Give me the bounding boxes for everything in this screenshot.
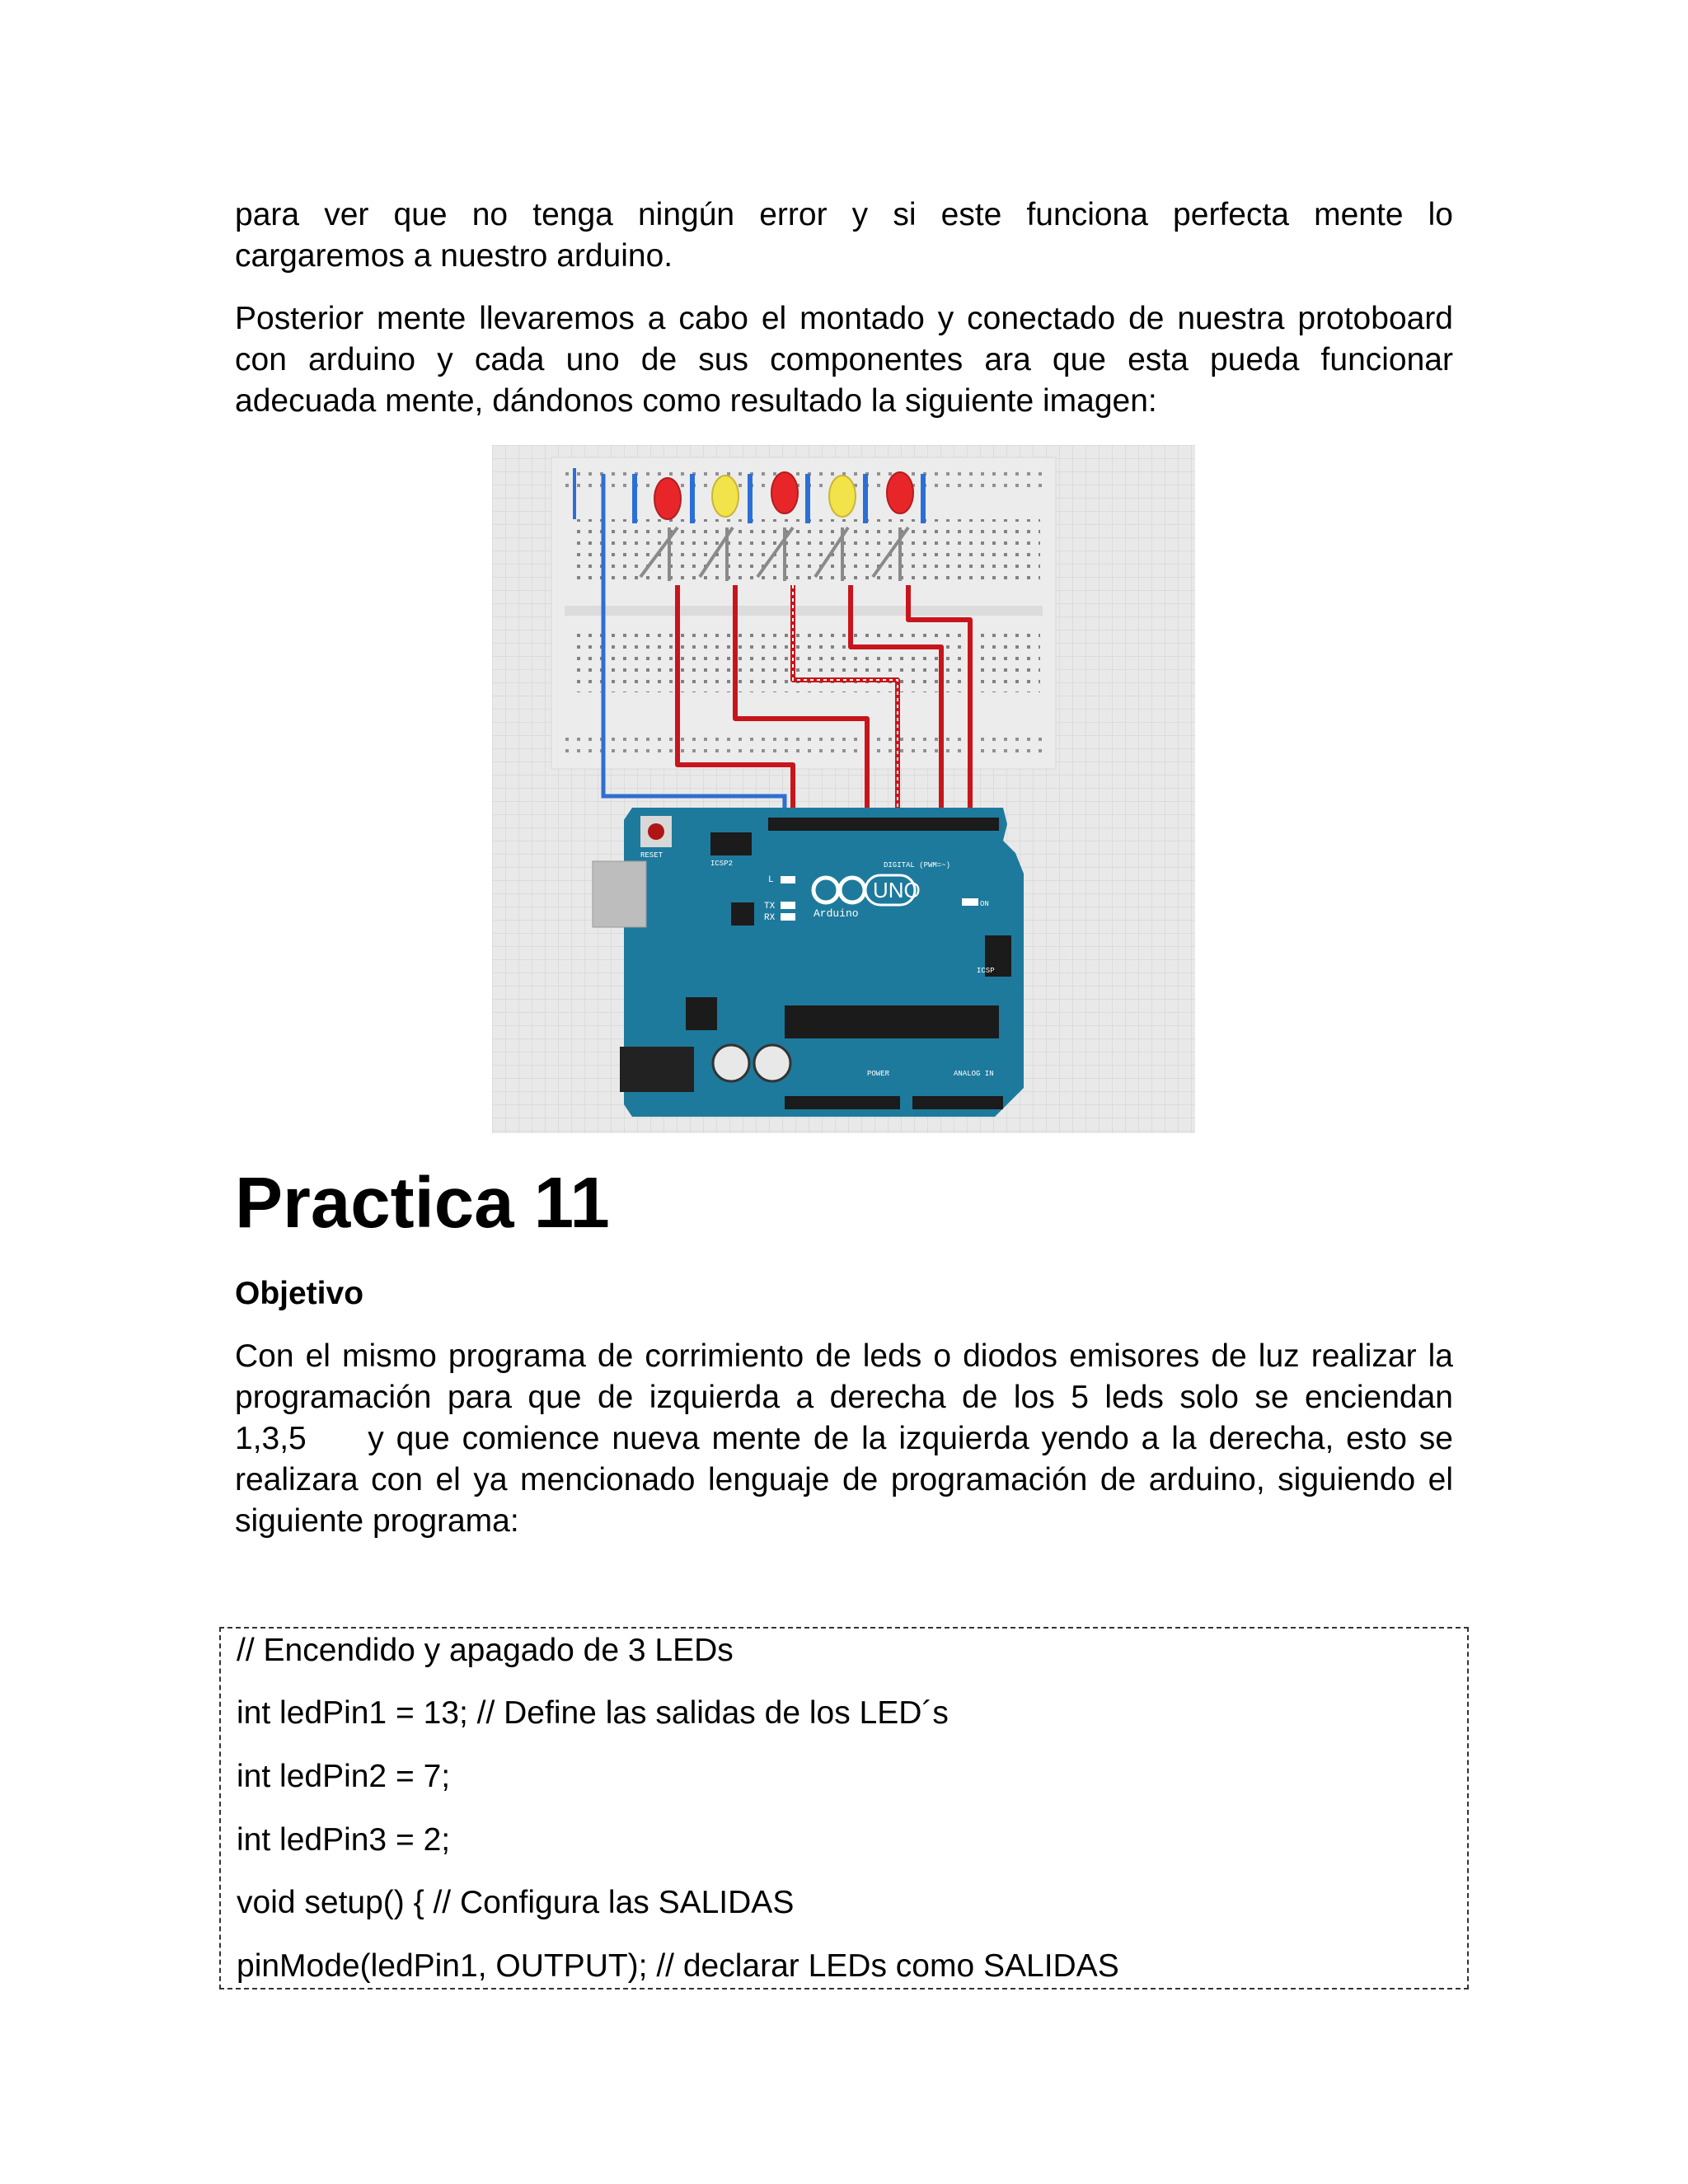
icsp-label: ICSP	[977, 967, 995, 975]
power-header	[785, 1096, 900, 1109]
usb-port	[593, 861, 646, 927]
power-jack	[620, 1047, 694, 1092]
icsp2-label: ICSP2	[710, 860, 734, 868]
code-line: pinMode(ledPin1, OUTPUT); // declarar LEDs como SALIDAS	[237, 1948, 1119, 1984]
l-label: L	[768, 875, 774, 885]
text-line: programación para que de izquierda a derecha de los 5 leds solo se enciendan	[235, 1380, 1453, 1415]
reset-label: RESET	[640, 851, 663, 860]
analog-header	[912, 1096, 1003, 1109]
objective-paragraph	[235, 1336, 1453, 1542]
digital-label: DIGITAL (PWM=~)	[884, 861, 951, 869]
microcontroller-chip	[785, 1005, 999, 1038]
led-3	[771, 472, 798, 513]
section-heading: Objetivo	[235, 1276, 364, 1311]
uno-label: UNO	[873, 878, 921, 902]
icsp2-header	[710, 832, 752, 855]
led-1	[654, 478, 681, 519]
code-line: void setup() { // Configura las SALIDAS	[237, 1885, 795, 1920]
led-2	[712, 476, 738, 517]
code-line: int ledPin2 = 7;	[237, 1759, 451, 1794]
tx-label: TX	[764, 902, 776, 912]
led-4	[829, 476, 856, 517]
text-line: con arduino y cada uno de sus componentes ara que esta pueda funcionar	[235, 342, 1453, 377]
code-line: int ledPin1 = 13; // Define las salidas de los LED´s	[237, 1695, 949, 1731]
intro-paragraph	[235, 194, 1453, 277]
text-line: siguiente programa:	[235, 1503, 519, 1539]
analog-label: ANALOG IN	[954, 1070, 994, 1078]
arduino-board	[593, 808, 1024, 1117]
circuit-diagram	[492, 445, 1195, 1133]
text-line: 1,3,5 y que comience nueva mente de la izquierda yendo a la derecha, esto se	[235, 1421, 1453, 1456]
code-box	[219, 1627, 1469, 1990]
assembly-paragraph	[235, 298, 1453, 422]
text-line: adecuada mente, dándonos como resultado la siguiente imagen:	[235, 383, 1157, 419]
on-label: ON	[980, 900, 989, 908]
code-line: int ledPin3 = 2;	[237, 1822, 451, 1858]
text-line: para ver que no tenga ningún error y si este funciona perfecta mente lo	[235, 197, 1453, 232]
code-line: // Encendido y apagado de 3 LEDs	[237, 1633, 734, 1668]
text-line: Con el mismo programa de corrimiento de leds o diodos emisores de luz realizar la	[235, 1338, 1453, 1374]
power-label: POWER	[867, 1070, 890, 1078]
arduino-circuit-figure	[492, 445, 1195, 1133]
text-line: realizara con el ya mencionado lenguaje de programación de arduino, siguiendo el	[235, 1462, 1453, 1497]
page-title: Practica 11	[235, 1163, 610, 1243]
text-line: cargaremos a nuestro arduino.	[235, 238, 673, 274]
arduino-label: Arduino	[814, 907, 859, 920]
breadboard	[551, 457, 1056, 769]
text-line: Posterior mente llevaremos a cabo el montado y conectado de nuestra protoboard	[235, 301, 1453, 336]
digital-header	[768, 818, 999, 831]
rx-label: RX	[764, 913, 776, 923]
led-5	[887, 472, 913, 513]
